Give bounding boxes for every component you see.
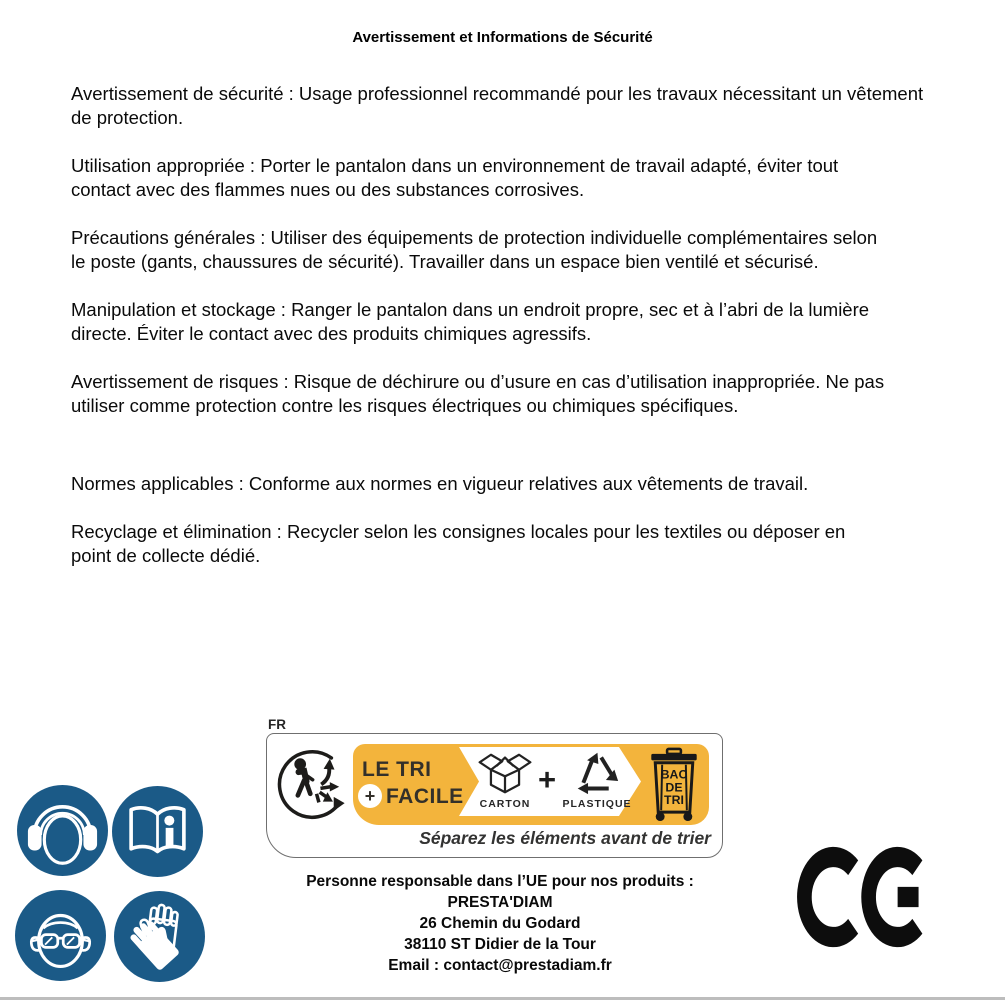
address-city: 38110 ST Didier de la Tour <box>404 936 596 953</box>
plus-badge: + <box>358 784 382 808</box>
company-name: PRESTA'DIAM <box>447 894 553 911</box>
ear-protection-icon <box>17 785 108 876</box>
paragraph-appropriate-use: Utilisation appropriée : Porter le pantalon dans un environnement de travail adapté, éviter tout contact avec des flammes nues ou des substances corrosives. <box>71 155 839 200</box>
paragraph-risk-warning: Avertissement de risques : Risque de déchirure ou d’usure en cas d’utilisation inappropriée. Ne pas utiliser comme protection contre les risques électriques ou chimiques spécifiques. <box>71 371 885 416</box>
bin-text-line: DE <box>665 780 683 795</box>
materials-plus-sign: + <box>538 762 557 797</box>
material-label-plastique: PLASTIQUE <box>562 798 632 810</box>
paragraph-applicable-standards: Normes applicables : Conforme aux normes en vigueur relatives aux vêtements de travail. <box>71 473 809 494</box>
bin-text-line: TRI <box>664 793 684 808</box>
page-bottom-divider <box>0 997 1005 1000</box>
ce-marking-icon <box>795 842 943 952</box>
paragraph-recycling-disposal: Recyclage et élimination : Recycler selon les consignes locales pour les textiles ou déposer en point de collecte dédié. <box>71 521 846 566</box>
sorting-bin-icon <box>645 746 703 823</box>
responsible-intro: Personne responsable dans l’UE pour nos produits : <box>306 873 694 890</box>
material-label-carton: CARTON <box>479 798 531 810</box>
bin-text-line: BAC <box>660 767 688 782</box>
banner-headline-top: LE TRI <box>362 758 432 781</box>
read-manual-icon <box>112 786 203 877</box>
contact-email: Email : contact@prestadiam.fr <box>388 957 612 974</box>
banner-headline-bottom: FACILE <box>386 785 464 808</box>
separate-elements-note: Séparez les éléments avant de trier <box>419 828 711 848</box>
recycling-triangle-icon <box>570 749 623 796</box>
paragraph-safety-warning: Avertissement de sécurité : Usage professionnel recommandé pour les travaux nécessitant un vêtement de protection. <box>71 83 924 128</box>
recycling-sorting-label <box>266 733 723 858</box>
paragraph-handling-storage: Manipulation et stockage : Ranger le pantalon dans un endroit propre, sec et à l’abri de la lumière directe. Éviter le contact avec des produits chimiques agressifs. <box>71 299 870 344</box>
triman-recycling-icon <box>276 745 354 827</box>
country-code-label: FR <box>268 717 286 732</box>
paragraph-general-precautions: Précautions générales : Utiliser des équipements de protection individuelle complémentaires selon le poste (gants, chaussures de sécurité). Travailler dans un espace bien ventilé et sécurisé. <box>71 227 878 272</box>
page-title: Avertissement et Informations de Sécurité <box>352 29 653 46</box>
address-street: 26 Chemin du Godard <box>419 915 581 932</box>
cardboard-box-icon <box>476 751 534 796</box>
sorting-banner <box>353 744 709 825</box>
